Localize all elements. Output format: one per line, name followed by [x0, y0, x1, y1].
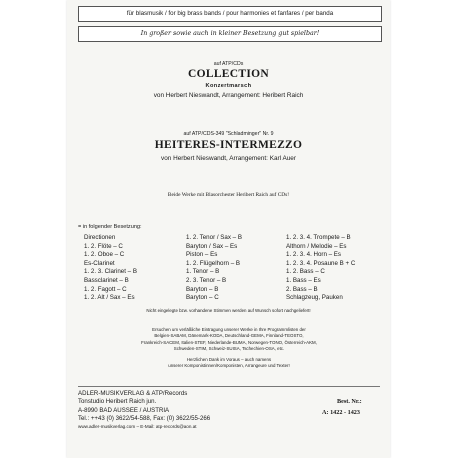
instrument-item: 1. 2. 3. 4. Horn – Es: [286, 251, 342, 259]
publisher-address: A-8990 BAD AUSSEE / AUSTRIA: [78, 406, 170, 414]
instrument-item: Baryton / Sax – Es: [186, 242, 238, 250]
order-number: A: 1422 - 1423: [322, 409, 360, 416]
instrument-item: Schlagzeug, Pauken: [286, 294, 343, 302]
instrument-item: 1. 2. 3. 4. Trompete – B: [286, 234, 351, 241]
footer-divider: [78, 386, 380, 387]
instrument-item: 1. 2. Fagott – C: [84, 285, 127, 293]
instrument-item: 1. 2. Tenor / Sax – B: [186, 234, 242, 241]
instrument-item: 1. 2. Flügelhorn – B: [186, 259, 241, 267]
instrument-item: 2. Bass – B: [286, 285, 318, 293]
instrument-item: Baryton – C: [186, 294, 219, 302]
instrument-column-1: [84, 234, 137, 303]
publisher-web: www.adler-musikverlag.com – E-Mail: atp-records@aon.at: [78, 424, 197, 430]
instrumentation-banner: für blasmusik / for big brass bands / pour harmonies et fanfares / per banda: [78, 6, 382, 22]
instrument-item: Althorn / Melodie – Es: [286, 242, 347, 250]
instrument-item: 1. Tenor – B: [186, 268, 220, 276]
instrument-column-3: [286, 234, 355, 303]
instrument-item: Piston – Es: [186, 251, 218, 259]
instrument-item: Baryton – B: [186, 285, 219, 293]
rights-paragraph: Ersuchen um verläßliche Eintragung unserer Werke in Ihre Programmlisten der Belgien-SABAM, Dänemark-KODA, Deutschland-GEMA, Finnland-TEOSTO, Frankreich-SACEM, Italien-STEF, Niederlande-BUMA, Norwegen-TONO, Österreich-AKM, Schweden-STIM, Schweiz-SUISA, Tschechien-OSA, etc.: [141, 327, 317, 351]
instrument-item: 1. Bass – Es: [286, 276, 321, 284]
recording-note: Beide Werke mit Blasorchester Heribert Raich auf CDs!: [167, 192, 290, 198]
instrument-column-2: [186, 234, 242, 303]
collection-title: COLLECTION: [188, 68, 269, 80]
publisher-phone: Tel.: ++43 (0) 3622/54-588, Fax: (0) 3622/55-266: [78, 414, 211, 422]
instrument-item: 1. 2. Alt / Sax – Es: [84, 294, 135, 302]
instrument-item: 1. 2. Oboe – C: [84, 251, 125, 259]
intermezzo-title: HEITERES-INTERMEZZO: [154, 139, 303, 151]
scoring-label: = in folgender Besetzung:: [78, 224, 142, 230]
intermezzo-authors: von Herbert Nieswandt, Arrangement: Karl Auer: [161, 155, 296, 162]
missing-parts-note: Nicht eingelegte bzw. vorhandene Stimmen werden auf Wunsch sofort nachgeliefert!: [146, 308, 311, 313]
instrument-item: Bassclarinet – B: [84, 276, 129, 284]
collection-media: auf ATP/CDs: [213, 61, 244, 67]
tagline-box: In großer sowie auch in kleiner Besetzung gut spielbar!: [78, 26, 382, 42]
intermezzo-media: auf ATP/CDS-349 "Schladminger" Nr. 9: [183, 131, 274, 137]
order-number-label: Best. Nr.:: [337, 398, 362, 405]
instrument-item: Directionen: [84, 234, 116, 241]
publisher-block: [78, 390, 210, 431]
instrument-item: 1. 2. 3. 4. Posaune B + C: [286, 259, 356, 267]
instrument-item: 1. 2. Bass – C: [286, 268, 325, 276]
instrument-item: 1. 2. Flöte – C: [84, 242, 123, 250]
instrument-item: Es-Clarinet: [84, 259, 115, 267]
instrument-item: 1. 2. 3. Clarinet – B: [84, 268, 137, 276]
collection-subtitle: Konzertmarsch: [205, 83, 252, 89]
collection-authors: von Herbert Nieswandt, Arrangement: Heribert Raich: [153, 92, 304, 99]
thanks-paragraph: Herzlichen Dank im Voraus – auch namens unserer Komponistinnen/Komponisten, Arrangeure und Texter!: [168, 357, 290, 369]
publisher-studio: Tonstudio Heribert Raich jun.: [78, 398, 157, 406]
publisher-name: ADLER-MUSIKVERLAG & ATP/Records: [78, 390, 188, 397]
instrument-item: 2. 3. Tenor – B: [186, 276, 227, 284]
